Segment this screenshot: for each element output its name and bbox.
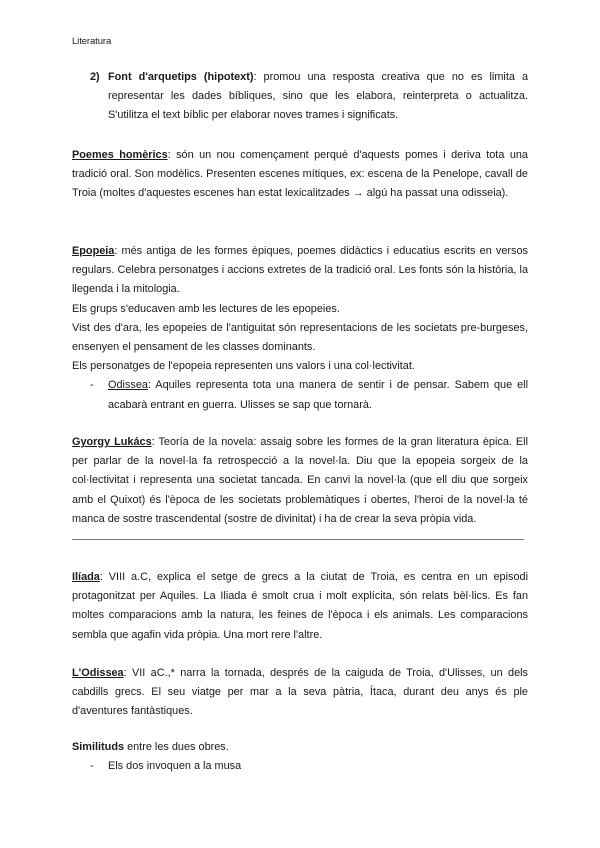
epic-line-3: Vist des d'ara, les epopeies de l'antiguitat són representacions de les societats pre-burgeses, ensenyen el pensament de les classes dominants. bbox=[72, 321, 528, 354]
lukacs-text: : Teoría de la novela: assaig sobre les formes de la gran literatura èpica. Ell per parlar de la novel·la fa retrospecció a la novel·la. Diu que la epopeia sorgeix de la col·lectivitat i representa una societat tancada. En canvi la novel·la (que ell diu que sorgeix amb el Quixot) és l'època de les societats problemàtiques i obertes, l'heroi de la novel·la té manca de sostre trascendental (sostre de divinitat) i ha de crear la seva pròpia vida. bbox=[72, 436, 528, 525]
similarities-bullet-text: Els dos invoquen a la musa bbox=[108, 760, 242, 773]
epic-line-2: Els grups s'educaven amb les lectures de les epopeies. bbox=[72, 302, 340, 315]
similarities-section bbox=[72, 738, 528, 776]
epic-section bbox=[72, 242, 528, 415]
odyssey-paragraph bbox=[72, 664, 528, 722]
section-divider bbox=[72, 539, 524, 540]
iliad-term: Ilíada bbox=[72, 571, 100, 583]
homeric-paragraph bbox=[72, 146, 528, 204]
list-item bbox=[72, 757, 528, 776]
epic-term: Epopeia bbox=[72, 245, 115, 257]
list-item bbox=[72, 376, 528, 414]
lukacs-paragraph bbox=[72, 433, 528, 529]
similarities-text: entre les dues obres. bbox=[124, 741, 229, 753]
odyssey-term: L'Odissea bbox=[72, 667, 124, 679]
bullet-dash: - bbox=[90, 379, 94, 392]
lukacs-term: Gyorgy Lukács bbox=[72, 436, 152, 448]
odissea-text: : Aquiles representa tota una manera de sentir i de pensar. Sabem que ell acabarà entrant en guerra. Ulisses se sap que tornarà. bbox=[108, 379, 528, 411]
page-header: Literatura bbox=[72, 36, 112, 47]
list-number: 2) bbox=[90, 71, 100, 83]
homeric-term: Poemes homèrics bbox=[72, 149, 168, 161]
bullet-dash: - bbox=[90, 760, 94, 773]
homeric-text: : són un nou començament perquè d'aquests pomes i deriva tota una tradició oral. Son modèlics. Presenten escenes mítiques, ex: escena de la Penelope, cavall de Troia (moltes d'aquestes escenes han estat lexicalitzades → algú ha passat una odisseia). bbox=[72, 149, 528, 200]
archetypes-text: : promou una resposta creativa que no es limita a representar les dades bíbliques, sino que les elabora, reinterpreta o actualitza. S'utilitza el text bíblic per elaborar noves trames i significats. bbox=[108, 71, 529, 122]
odyssey-text: : VII aC.,* narra la tornada, després de la caiguda de Troia, d'Ulisses, un dels cabdills grecs. El seu viatge per mar a la seva pàtria, Ítaca, durant deu anys és ple d'aventures fantàstiques. bbox=[72, 667, 528, 718]
iliad-text: : VIII a.C, explica el setge de grecs a la ciutat de Troia, es centra en un episodi protagonitzat per Aquiles. La Iliada é smolt crua i molt explícita, són relats bèl·lics. Es fan moltes comparacions amb la natura, les feines de l'època i els animals. Les comparacions sembla que agafin vida pròpia. Una mort rere l'altre. bbox=[72, 571, 528, 641]
epic-text: : més antiga de les formes èpiques, poemes didàctics i educatius escrits en versos regulars. Celebra personatges i accions extretes de la tradició oral. Les fonts són la història, la llegenda i la mitologia. bbox=[72, 245, 528, 296]
archetypes-paragraph bbox=[72, 68, 528, 126]
archetypes-term: Font d'arquetips (hipotext) bbox=[108, 71, 254, 83]
iliad-paragraph bbox=[72, 568, 528, 645]
epic-line-4: Els personatges de l'epopeia representen uns valors i una col·lectivitat. bbox=[72, 360, 415, 373]
similarities-term: Similituds bbox=[72, 741, 125, 753]
odissea-term: Odissea bbox=[108, 379, 148, 392]
